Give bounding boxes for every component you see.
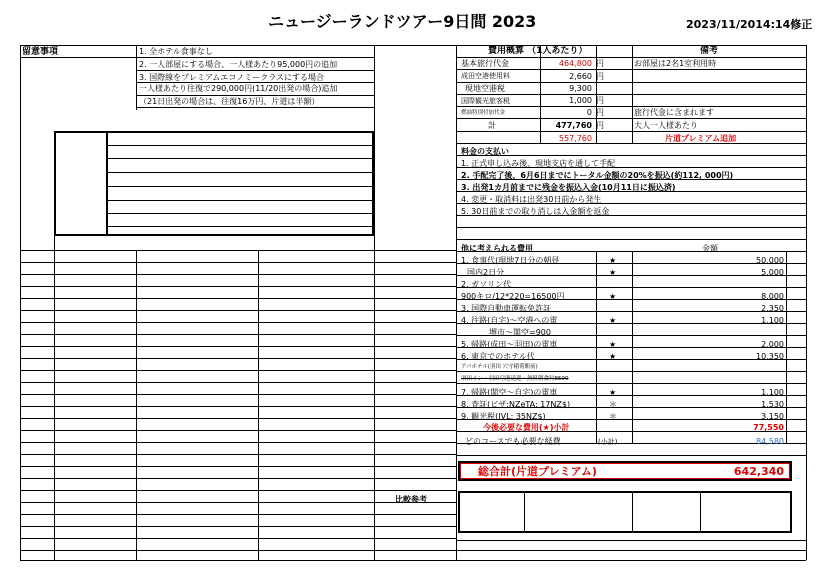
other-cost-label: 8. 査証(ビザ:NZeTA: 17NZ$) [461,400,571,409]
cost-label: 成田空港使用料 [461,72,510,80]
cost-value: 2,660 [569,72,592,81]
grand-total-value: 642,340 [733,465,784,478]
other-cost-label: アパホテル(羽田 穴守稲荷駅前) [461,364,538,370]
amount-heading: 金額 [702,244,718,253]
grid-line [456,383,806,384]
grid-line [456,57,806,58]
grid-line [456,371,806,372]
grid-line [20,334,456,335]
grid-line [456,455,806,456]
currency: 円 [596,96,604,105]
premium-note: 片道プレミアム追加 [665,134,737,143]
grid-line [456,82,806,83]
subtotal-label: 今後必要な費用(★)小計 [483,423,570,432]
payment-item: 2. 手配完了後、6月6日までにトータル金額の20%を振込(約112, 000円) [461,171,734,180]
grid-line [456,540,806,541]
grid-line [136,95,374,96]
star-mark: ★ [609,256,617,265]
grid-line [20,370,456,371]
grid-line [20,45,806,46]
grid-line [20,274,456,275]
star-mark: ＊ [609,400,617,409]
grid-line [20,478,456,479]
grid-line [20,382,456,383]
grid-line [136,107,374,108]
grid-line [20,502,456,503]
other-cost-label: 2. ガソリン代 [461,280,512,289]
grid-line [20,346,456,347]
note-item: 一人様あたり往復で290,000円(11/20出発の場合)追加 [139,84,338,93]
grid-line [136,45,137,110]
other-cost-label: 3. 国際自動車運転免許証 [461,304,552,313]
cost-note: お部屋は2名1室利用時 [634,59,717,68]
other-cost-label: 6. 東京でのホテル代 [461,352,535,361]
grid-line [456,106,806,107]
star-mark: ★ [609,352,617,361]
grid-line [20,430,456,431]
grid-line [20,310,456,311]
grid-line [632,251,633,443]
other-cost-label: 羽田イン・羽田空港送迎・無料朝食付8590 [461,376,569,382]
other-cost-amount: 2,350 [761,304,784,313]
grid-line [456,143,806,144]
grid-line [20,466,456,467]
currency: 円 [596,72,604,81]
other-cost-amount: 1,100 [761,316,784,325]
grid-line [20,454,456,455]
star-mark: ＊ [609,412,617,421]
grid-line [20,45,21,560]
cost-label: 基本旅行代金 [461,59,509,68]
grid-line [786,251,787,443]
grand-total-label: 総合計(片道プレミアム) [478,465,597,478]
other-cost-amount: 8,000 [761,292,784,301]
grid-line [20,526,456,527]
other-cost-amount: 1,100 [761,388,784,397]
grid-line [136,250,137,560]
other-cost-amount: 10,350 [756,352,784,361]
note-item: 1. 全ホテル食事なし [139,47,213,56]
subtotal-value: 77,550 [753,423,784,432]
star-mark: ★ [609,316,617,325]
star-mark: ★ [609,388,617,397]
cost-label: 現地空港税 [465,84,505,93]
other-cost-amount: 3,150 [761,412,784,421]
grid-line [20,560,806,561]
note-item: 2. 一人部屋にする場合、一人様あたり95,000円の追加 [139,60,338,69]
empty-box-inner [106,131,374,236]
grid-line [20,57,136,58]
grid-line [136,82,374,83]
star-mark: ★ [609,268,617,277]
common-value: 84,580 [756,437,784,446]
grid-line [20,418,456,419]
other-cost-label: 4. 往路(自宅)～空港への電 [461,316,558,325]
grid-line [20,406,456,407]
cost-label: 国際観光旅客税 [461,97,510,105]
grid-line [20,262,456,263]
cost-value: 1,000 [569,96,592,105]
currency: 円 [596,121,604,130]
other-heading: 他に考えられる費用 [461,244,533,253]
grid-line [20,298,456,299]
premium-value: 557,760 [558,134,592,143]
grid-line [20,286,456,287]
payment-item: 3. 出発1カ月前までに残金を振込入金(10月11日に振込済) [461,183,676,192]
grid-line [456,118,806,119]
other-cost-amount: 50,000 [756,256,784,265]
grid-line [456,550,806,551]
grid-line [54,236,55,560]
star-mark: ★ [609,292,617,301]
other-cost-label: 1. 食事代(現地7日分の朝昼 [461,256,560,265]
payment-item: 5. 30日前までの取り消しは入金額を返金 [461,207,610,216]
common-sub: (小計) [598,438,618,446]
payment-item: 4. 変更・取消料は出発30日前から発生 [461,195,602,204]
star-mark: ★ [609,340,617,349]
grid-line [374,45,375,560]
grid-line [20,538,456,539]
other-cost-label: 国内2日分 [467,268,505,277]
grid-line [258,250,259,560]
cost-note: 旅行代金に含まれます [634,108,714,117]
revision-date: 2023/11/2014:14修正 [686,18,813,31]
cost-value: 464,800 [558,59,592,68]
grid-line [20,394,456,395]
cost-value: 0 [586,108,592,117]
currency: 円 [596,59,604,68]
other-cost-label: 9. 観光税(IVL: 35NZ$) [461,412,546,421]
cost-heading: 費用概算 （1人あたり） [488,46,588,56]
other-cost-label: 堺市～関空=900 [489,328,551,337]
cost-label: 燃油特別付加代金 [461,110,506,116]
grid-line [20,442,456,443]
note-item: （21日出発の場合は、往復16万円、片道は半額） [139,97,320,106]
grid-line [456,227,806,228]
compare-box [458,491,792,533]
grid-line [20,358,456,359]
cost-value: 9,300 [569,84,592,93]
grid-line [20,514,456,515]
grid-line [806,45,807,560]
grid-line [20,322,456,323]
grid-line [632,45,633,143]
other-cost-amount: 1,530 [761,400,784,409]
other-cost-amount: 2,000 [761,340,784,349]
grid-line [456,239,806,240]
currency: 円 [596,108,604,117]
total-note: 大人一人様あたり [634,121,698,130]
grid-line [20,550,456,551]
payment-item: 1. 正式申し込み後、現地支店を通して手配 [461,159,616,168]
total-value: 477,760 [555,121,592,130]
grid-line [596,251,597,443]
page-title: ニュージーランドツアー9日間 2023 [268,12,537,31]
other-cost-label: 7. 帰路(関空～自宅)の電車 [461,388,558,397]
note-item: 3. 国際線をプレミアムエコノミークラスにする場合 [139,73,325,82]
total-label: 計 [488,121,496,130]
grid-line [136,70,374,71]
other-cost-amount: 5,000 [761,268,784,277]
grid-line [456,69,806,70]
compare-label: 比較参考 [395,495,427,504]
grid-line [456,45,457,560]
payment-heading: 料金の支払い [461,147,509,156]
other-cost-label: 5. 帰路(成田～羽田)の電車 [461,340,558,349]
grid-line [136,57,374,58]
grid-line [20,250,456,251]
notes-heading: 留意事項 [22,47,59,57]
other-cost-label: 900キロ/12*220=16500円 [461,292,565,301]
grid-line [456,94,806,95]
grid-line [20,490,456,491]
remarks-heading: 備考 [700,46,719,56]
grid-line [456,131,806,132]
common-label: どのコースでも必要な経費 [465,437,561,446]
